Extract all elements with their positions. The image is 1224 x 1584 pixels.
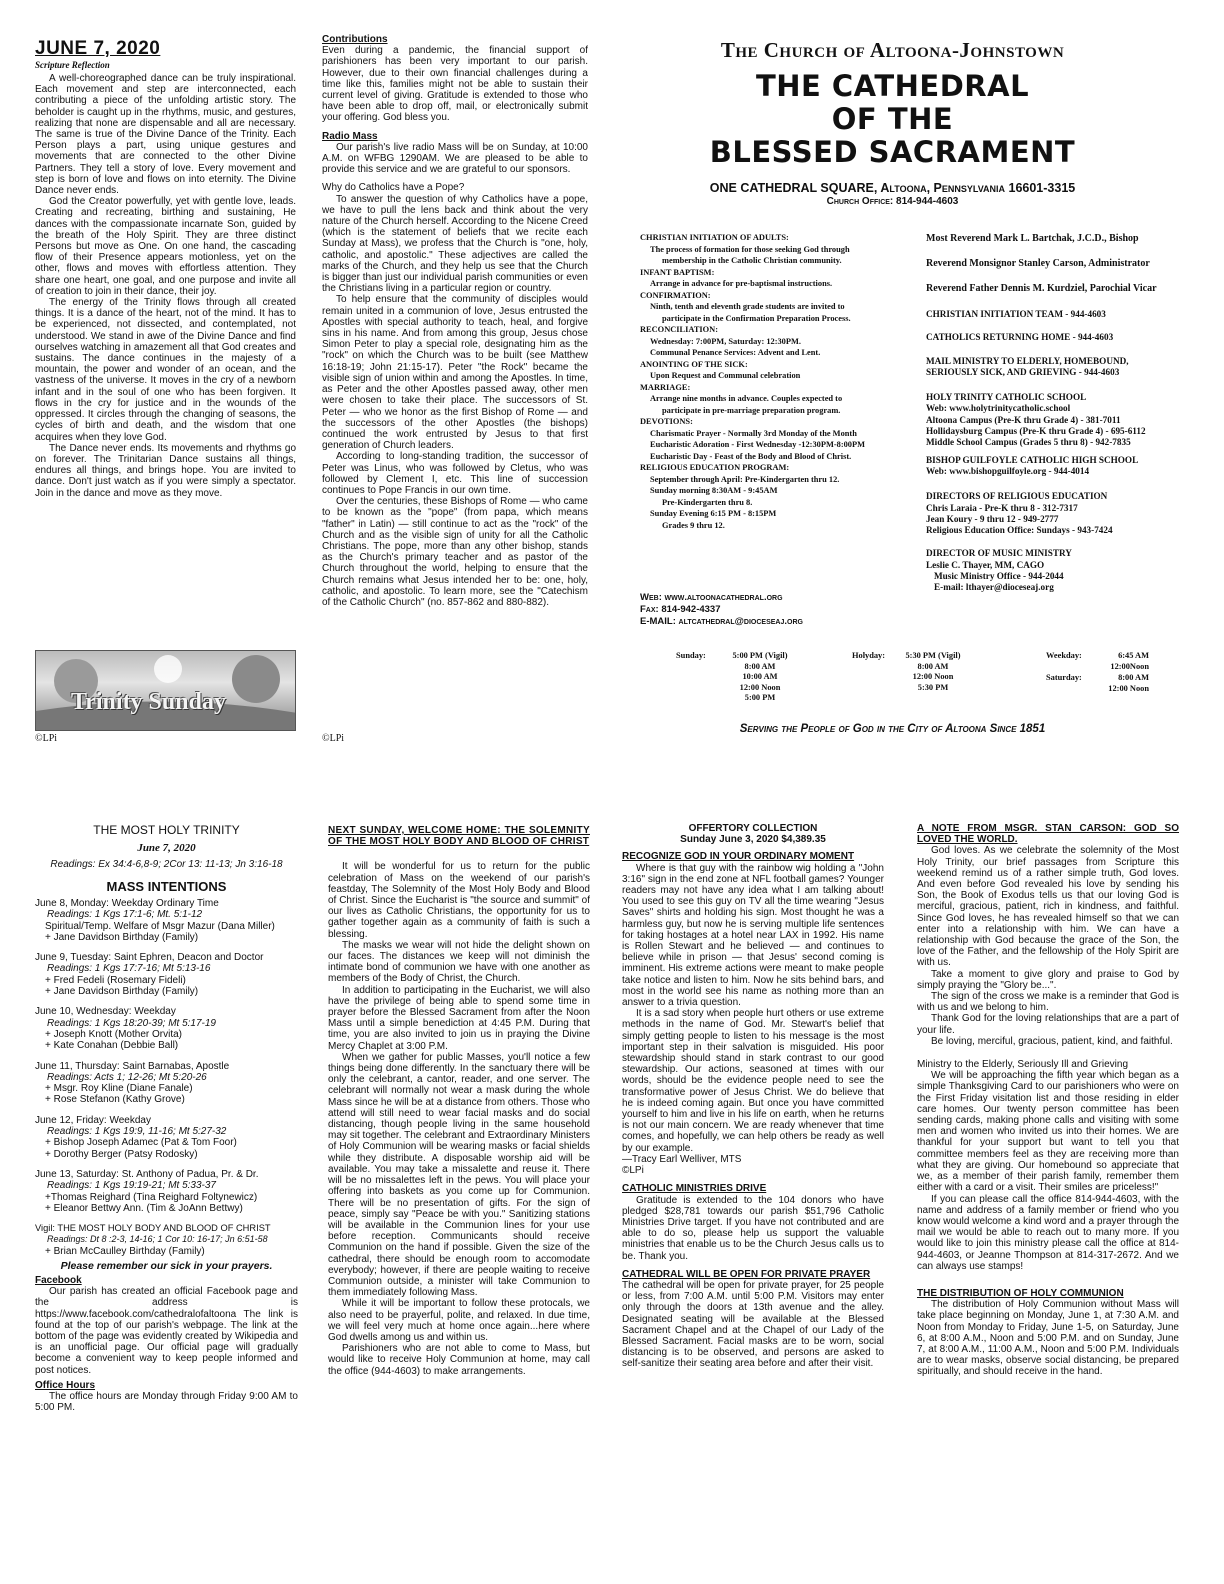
sacrament-detail: Pre-Kindergarten thru 8.: [662, 497, 753, 507]
staff-entry: Reverend Monsignor Stanley Carson, Administrator: [926, 258, 1150, 269]
welcome-home-column: [328, 825, 590, 1555]
staff-directory: [926, 232, 1176, 594]
staff-entry: Altoona Campus (Pre-K thru Grade 4) - 381-7011: [926, 414, 1121, 425]
office-hours-text: The office hours are Monday through Friday 9:00 AM to 5:00 PM.: [35, 1391, 298, 1414]
staff-entry: Religious Education Office: Sundays - 943-7424: [926, 525, 1113, 536]
welcome-paragraph: While it will be important to follow these protocals, we also need to be prayerful, polite, and relaxed. In due time, we will feel very much at home once again...here where God dwells among us and within us.: [328, 1298, 590, 1343]
welcome-paragraph: When we gather for public Masses, you'll notice a few things being done differently. In the sanctuary there will be only the celebrant, a cantor, reader, and one server. The celebrant will normally not wear a mask during the whole Mass since he will be at a distance from others. Those who attend will still need to wear facial masks and do social distancing, though people living in the same household may sit together. The celebrant and Extraordinary Ministers of Holy Communion will be wearing masks or facial shields while they distribute. A disposable worship aid will be available. You may take a missalette and reuse it. There will be no missalettes left in the pews. You will place your offering into baskets as you come up for Communion. There will be no presentation of gifts. For the sign of peace, simply say "Peace be with you." Sanitizing stations will be available in the Communion lines for your use before reception. Communicants should receive Communion on the hand if possible. Given the size of the cathedral, there should be enough room to accomodate everybody; however, if there are people waiting to receive Communion outside, a minister will take Communion to them immediately following Mass.: [328, 1051, 590, 1299]
intention-day-title: June 11, Thursday: Saint Barnabas, Apostle: [35, 1060, 230, 1072]
sacrament-heading: INFANT BAPTISM:: [640, 267, 715, 277]
mass-time: 5:00 PM (Vigil): [732, 651, 788, 660]
intention-entry: + Joseph Knott (Mother Orvita): [45, 1028, 183, 1040]
facebook-section: [35, 1275, 298, 1413]
intention-day-title: June 10, Wednesday: Weekday: [35, 1006, 176, 1018]
sacrament-detail: Eucharistic Adoration - First Wednesday -12:30PM-8:00PM: [650, 440, 866, 449]
msgr-note-heading: A NOTE FROM MSGR. STAN CARSON: GOD SO LOVED THE WORLD.: [917, 823, 1179, 846]
reflection-paragraph: A well-choreographed dance can be truly inspirational. Each movement and step are interconnected, each contributing a piece of the unfolding artistic story. The beholder is caught up in the rhythms, music, and gestures, realizing that none are dispensable and all are necessary. The same is true of the Divine Dance of the Trinity. Each Person plays a part, using unique gestures and movements that are connected to the other Divine Partners. They tell a story of love. Every movement and step is born of love and flows on into eternity. The Divine Dance never ends.: [35, 73, 296, 197]
contributions-heading: Contributions: [322, 34, 388, 45]
sacrament-detail: Arrange in advance for pre-baptismal instructions.: [650, 279, 833, 288]
reflection-label: Scripture Reflection: [35, 60, 110, 70]
distribution-text: The distribution of Holy Communion without Mass will take place beginning on Monday, June 1, at 7:30 A.M. and Noon from Monday to Friday, June 1-5, on Saturday, June 6, at 8:00 A.M., Noon and 5:00 P.M. and on Sunday, June 7, at 8:00 A.M., 11:00 A.M., Noon and 5:00 P.M. Individuals are to wear masks, observe social distancing, be prepared spiritually, and should receive in the hand.: [917, 1299, 1179, 1378]
mass-time: 5:00 PM: [744, 693, 776, 703]
staff-entry: SERIOUSLY SICK, AND GRIEVING - 944-4603: [926, 366, 1120, 377]
intention-readings: Readings: 1 Kgs 18:20-39; Mt 5:17-19: [47, 1017, 216, 1029]
sacrament-detail: Arrange nine months in advance. Couples expected to: [650, 394, 843, 403]
contact-info: [640, 592, 925, 628]
sacrament-heading: RECONCILIATION:: [640, 325, 719, 334]
church-office: Church Office: 814-944-4603: [826, 196, 959, 207]
feast-title: THE MOST HOLY TRINITY: [93, 823, 240, 837]
staff-entry: E-mail: lthayer@dioceseaj.org: [934, 582, 1054, 593]
intention-day: [35, 1006, 298, 1051]
staff-entry: DIRECTORS OF RELIGIOUS EDUCATION: [926, 491, 1108, 502]
masthead: [620, 38, 1165, 208]
mass-times: [676, 651, 1156, 711]
weekday-times: [1091, 651, 1149, 672]
intention-day-title: June 9, Tuesday: Saint Ephren, Deacon and Doctor: [35, 952, 264, 964]
intention-entry: +Thomas Reighard (Tina Reighard Foltynewicz): [45, 1191, 258, 1203]
vigil-intention: + Brian McCaulley Birthday (Family): [45, 1245, 205, 1257]
office-hours-heading: Office Hours: [35, 1379, 96, 1391]
ministry-heading: Ministry to the Elderly, Seriously Ill and Grieving: [917, 1059, 1129, 1071]
copyright: ©LPi: [622, 1165, 644, 1177]
sacrament-detail: The process of formation for those seeking God through: [650, 244, 850, 254]
address: ONE CATHEDRAL SQUARE, Altoona, Pennsylvania 16601-3315: [709, 181, 1076, 195]
sick-prayer-note: Please remember our sick in your prayers.: [60, 1260, 273, 1273]
note-paragraph: Thank God for the loving relationships that are a part of your life.: [917, 1013, 1179, 1036]
intention-entry: + Jane Davidson Birthday (Family): [45, 986, 199, 998]
sacrament-heading: CONFIRMATION:: [640, 290, 711, 300]
sacrament-detail: participate in the Confirmation Preparation Process.: [662, 313, 851, 323]
recognize-paragraph: It is a sad story when people hurt others or use extreme methods in the name of God. Mr. Stewart's belief that simply getting people to listen to his message is the most important step in their salvation is misguided. His poor stewardship should stand in stark contrast to our good stewardship. Our actions, seasoned at times with our words, should be the evidence people need to see the transformative power of Jesus Christ. We do believe that he is indeed coming again. But once you have committed yourself to him and live in his life on earth, when he returns is not our main concern. We are ready whenever that time comes, and hopefully, we can help others be ready as well by our example.: [622, 1008, 884, 1154]
welcome-paragraph: Parishioners who are not able to come to Mass, but would like to receive Holy Communion at home, may call the office (944-4603) to make arrangements.: [328, 1343, 590, 1377]
intentions-list: [35, 898, 298, 1214]
offertory-column: [622, 823, 884, 1558]
radio-mass-heading: Radio Mass: [322, 130, 378, 142]
intention-entry: + Rose Stefanon (Kathy Grove): [45, 1094, 185, 1106]
reflection-paragraph: The energy of the Trinity flows through all created things. It is a dance of the heart, not of the mind. It has to be experienced, not dissected, and contemplated, not understood. We stand in awe of the Divine Dance and find ourselves watching in amazement all that God creates and sustains. The dance continues in the majesty of a mountain, the power and wonder of an ocean, and the vastness of the universe. It moves in the cry of a newborn infant and in the soul of one who has been forgiven. It flows in the cry for justice and in the wounds of the oppressed. It circles through the changing of seasons, the cycles of birth and death, and the wisdom that one acquires when they love God.: [35, 297, 296, 443]
staff-entry: Most Reverend Mark L. Bartchak, J.C.D., Bishop: [926, 233, 1139, 244]
web-address[interactable]: Web: www.altoonacathedral.org: [640, 592, 783, 603]
reflection-paragraph: The Dance never ends. Its movements and rhythms go on forever. The Trinitarian Dance sustains all things, endures all things, and brings hope. You are invited to dance. Don't just watch as if you were simply a spectator. Join in the dance and move as they move.: [35, 442, 296, 499]
ministries-drive-heading: CATHOLIC MINISTRIES DRIVE: [622, 1183, 767, 1195]
staff-entry: Reverend Father Dennis M. Kurdziel, Parochial Vicar: [926, 283, 1157, 294]
distribution-heading: THE DISTRIBUTION OF HOLY COMMUNION: [917, 1287, 1124, 1299]
feast-readings: Readings: Ex 34:4-6,8-9; 2Cor 13: 11-13; Jn 3:16-18: [50, 859, 283, 870]
note-paragraph: Be loving, merciful, gracious, patient, kind, and faithful.: [931, 1035, 1173, 1047]
ministries-drive-text: Gratitude is extended to the 104 donors who have pledged $28,781 towards our parish $51,796 Catholic Ministries Drive target. If you have not contributed and are able to do so, please help us support the valuable ministries that enable us to be the Church Jesus calls us to be. Thank you.: [622, 1194, 884, 1262]
mass-time: 8:00 AM: [1118, 673, 1149, 682]
msgr-note-column: [917, 823, 1179, 1558]
saturday-times: [1091, 673, 1149, 694]
staff-entry: CHRISTIAN INITIATION TEAM - 944-4603: [926, 309, 1106, 319]
sacrament-detail: Sunday Evening 6:15 PM - 8:15PM: [650, 509, 777, 518]
mass-time: 5:30 PM: [917, 682, 949, 692]
bulletin-date: JUNE 7, 2020: [35, 38, 161, 59]
intention-readings: Readings: 1 Kgs 19:9, 11-16; Mt 5:27-32: [47, 1126, 227, 1138]
trinity-sunday-caption: Trinity Sunday: [71, 689, 226, 715]
staff-entry: HOLY TRINITY CATHOLIC SCHOOL: [926, 392, 1087, 403]
sacrament-detail: Grades 9 thru 12.: [662, 520, 725, 530]
private-prayer-heading: CATHEDRAL WILL BE OPEN FOR PRIVATE PRAYER: [622, 1268, 871, 1280]
ministry-paragraph: We will be approaching the fifth year which began as a simple Thanksgiving Card to our parishioners who were on the First Friday visitation list and those residing in elder care homes. Our twenty person committee has been sending cards, making phone calls and visiting with some men and women who invited us into their homes. We are thankful for your support but want to tell you that committee members feel as they are receiving more than what they are giving. Our homebound so appreciate that we, as a member of their parish family, remember them either with a card or a visit. Their smiles are priceless!": [917, 1070, 1179, 1194]
sacrament-heading: MARRIAGE:: [640, 382, 691, 392]
cathedral-name: BLESSED SACRAMENT: [709, 135, 1076, 169]
mass-intentions-heading: MASS INTENTIONS: [106, 879, 227, 894]
radio-mass-text: Our parish's live radio Mass will be on Sunday, at 10:00 A.M. on WFBG 1290AM. We are pleased to be able to provide this service and we are grateful to our sponsors.: [322, 141, 588, 176]
sacrament-detail: Sunday morning 8:30AM - 9:45AM: [650, 486, 778, 495]
intention-day-title: June 12, Friday: Weekday: [35, 1114, 151, 1126]
saturday-label: Saturday:: [1046, 673, 1082, 682]
fax-number: Fax: 814-942-4337: [640, 604, 721, 615]
private-prayer-text: The cathedral will be open for private prayer, for 25 people or less, from 7:00 A.M. until 5:00 P.M. Visitors may enter only through the doors at 13th avenue and the alley. Designated seating will be available at the Blessed Sacrament Chapel and at the Chapel of our Lady of the Blessed Sacrament. Facial masks are to be worn, social distancing is to be observed, and persons are asked to self-sanitize their seating area before and after their visit.: [622, 1279, 884, 1370]
intention-readings: Readings: 1 Kgs 17:1-6; Mt. 5:1-12: [47, 909, 203, 921]
sacrament-detail: membership in the Catholic Christian community.: [662, 256, 842, 265]
mass-time: 12:00 Noon: [739, 682, 781, 692]
intention-entry: + Eleanor Bettwy Ann. (Tim & JoAnn Bettwy): [45, 1202, 243, 1214]
sacrament-detail: participate in pre-marriage preparation program.: [662, 405, 841, 415]
welcome-paragraph: In addition to participating in the Eucharist, we will also have the privilege of being able to spend some time in prayer before the Blessed Sacrament from after the Noon Mass until a simple benediction at 4:45 P.M. During that time, you are also invited to join us in praying the Divine Mercy Chaplet at 3:00 P.M.: [328, 984, 590, 1052]
offertory-heading: OFFERTORY COLLECTION: [688, 823, 818, 834]
vigil-title: Vigil: THE MOST HOLY BODY AND BLOOD OF CHRIST: [35, 1223, 271, 1234]
sacrament-heading: ANOINTING OF THE SICK:: [640, 359, 748, 369]
welcome-paragraph: It will be wonderful for us to return for the public celebration of Mass on the weekend of our parish's feastday, The Solemnity of the Most Holy Body and Blood of Christ. Since the Eucharist is "the source and summit" of our lives as Catholic Christians, the opportunity for us to gather together again as a community of faith is such a blessing.: [328, 861, 590, 940]
mass-intentions-column: [35, 823, 298, 1553]
mass-time: 12:00 Noon: [912, 672, 954, 682]
mass-time: 12:00Noon: [1110, 661, 1149, 671]
copyright: ©LPi: [35, 733, 58, 744]
intention-entry: + Dorothy Berger (Patsy Rodosky): [45, 1148, 198, 1160]
facebook-heading: Facebook: [35, 1275, 82, 1287]
mass-time: 5:30 PM (Vigil): [905, 651, 961, 660]
pope-paragraph: According to long-standing tradition, the successor of Peter was Linus, who was followed by Cletus, who was followed by Clement I, etc. This line of succession continues to Pope Francis in our own time.: [322, 451, 588, 496]
pope-paragraph: Over the centuries, these Bishops of Rome — who came to be known as the "pope" (from papa, which means "father" in Latin) — still continue to act as the "rock" of the Church and as the visible sign of unity for all the Catholic Christians. The pope, more than any other bishop, stands as the Church's primary teacher and as pastor of the Church throughout the world, helping to ensure that the Church remains what Jesus intended her to be: one, holy, catholic, and apostolic. To learn more, see the "Catechism of the Catholic Church" (no. 857-862 and 880-882).: [322, 496, 588, 608]
mass-time: 8:00 AM: [744, 661, 776, 671]
mass-time: 8:00 AM: [917, 661, 949, 671]
staff-entry: Hollidaysburg Campus (Pre-K thru Grade 4) - 695-6112: [926, 426, 1146, 437]
note-paragraph: The sign of the cross we make is a reminder that God is with us and we belong to him.: [917, 991, 1179, 1014]
staff-entry: Chris Laraia - Pre-K thru 8 - 312-7317: [926, 502, 1078, 513]
article-author: —Tracy Earl Welliver, MTS: [622, 1153, 742, 1165]
intention-entry: + Kate Conahan (Debbie Ball): [45, 1040, 179, 1052]
intention-entry: + Msgr. Roy Kline (Diane Fanale): [45, 1083, 193, 1095]
intention-entry: + Fred Fedeli (Rosemary Fideli): [45, 974, 186, 986]
staff-entry: BISHOP GUILFOYLE CATHOLIC HIGH SCHOOL: [926, 454, 1139, 465]
sacrament-detail: September through April: Pre-Kindergarten thru 12.: [650, 474, 840, 484]
mass-time: 10:00 AM: [742, 672, 778, 682]
feast-date: June 7, 2020: [137, 842, 196, 854]
sacrament-heading: DEVOTIONS:: [640, 417, 693, 426]
reflection-column: [35, 38, 296, 638]
copyright: ©LPi: [322, 733, 345, 744]
intention-day: [35, 1169, 298, 1214]
sacrament-detail: Charismatic Prayer - Normally 3rd Monday of the Month: [650, 428, 857, 438]
intention-readings: Readings: Acts 1; 12-26; Mt 5:20-26: [47, 1071, 207, 1083]
note-paragraph: God loves. As we celebrate the solemnity of the Most Holy Trinity, our brief passages from Scripture this weekend remind us of a rather simple truth, God loves. And even before God revealed his love by sending his Son, the Book of Exodus tells us that our loving God is merciful, gracious, patient, rich in kindness, and faithful. Since God loves, he has revealed himself so that we can enter into a relationship with him. We can have a relationship with God because the grace of the Son, the love of the Father, and the fellowship of the Holy Spirit are with us.: [917, 845, 1179, 969]
intention-readings: Readings: 1 Kgs 19:19-21; Mt 5:33-37: [47, 1180, 216, 1192]
welcome-home-heading: NEXT SUNDAY, WELCOME HOME: THE SOLEMNITY OF THE MOST HOLY BODY AND BLOOD OF CHRIST: [328, 825, 590, 848]
holyday-times: [888, 651, 978, 693]
intention-day: [35, 1115, 298, 1160]
staff-entry: DIRECTOR OF MUSIC MINISTRY: [926, 548, 1072, 559]
sacrament-heading: CHRISTIAN INITIATION OF ADULTS:: [640, 233, 789, 242]
facebook-text: Our parish has created an official Facebook page and the address is https://www.facebook.com/cathedralofaltoona The link is found at the top of our parish's webpage. The link at the bottom of the page was evidently created by Wikipedia and is an unofficial page. Our official page will gradually become a convenient way to keep people informed and post notices.: [35, 1286, 298, 1376]
sacrament-detail: Upon Request and Communal celebration: [650, 371, 801, 380]
diocese-name: The Church of Altoona-Johnstown: [720, 38, 1065, 62]
contributions-text: Even during a pandemic, the financial support of parishioners has been very important to our parish. However, due to their own financial challenges during a time like this, families might not be able to sustain their current level of giving. Gratitude is extended to those who have been able to drop off, mail, or electronically submit your offering. God bless you.: [322, 45, 588, 124]
staff-entry: Music Ministry Office - 944-2044: [934, 571, 1064, 582]
welcome-paragraph: The masks we wear will not hide the delight shown on our faces. The distances we keep will not diminish the intimate bond of communion we have with one another as members of the Body of Christ, the Church.: [328, 939, 590, 985]
staff-entry: Jean Koury - 9 thru 12 - 949-2777: [926, 513, 1059, 524]
weekday-label: Weekday:: [1046, 651, 1082, 660]
ministry-paragraph: If you can please call the office 814-944-4603, with the name and address of a family member or friend who you know would welcome a kind word and a prayer through the mail we would be able to reach out to many more. If you would like to join this ministry please call the office at 814-944-4603, or Jeanne Thompson at 814-317-2672. And we can always use stamps!: [917, 1193, 1179, 1272]
staff-entry: Leslie C. Thayer, MM, CAGO: [926, 559, 1045, 570]
sunday-label: Sunday:: [676, 651, 706, 660]
trinity-sunday-image: [35, 650, 296, 731]
intention-day: [35, 898, 298, 943]
recognize-god-heading: RECOGNIZE GOD IN YOUR ORDINARY MOMENT: [622, 851, 855, 863]
mass-time: 6:45 AM: [1118, 651, 1149, 660]
intention-day-title: June 13, Saturday: St. Anthony of Padua, Pr. & Dr.: [35, 1168, 259, 1180]
intention-entry: + Jane Davidson Birthday (Family): [45, 931, 199, 943]
intention-entry: Spiritual/Temp. Welfare of Msgr Mazur (Dana Miller): [45, 920, 275, 932]
recognize-paragraph: Where is that guy with the rainbow wig holding a "John 3:16" sign in the end zone at NFL football games? Younger readers may not have any idea what I am talking about! You used to see this guy on TV all the time wearing "Jesus Saves" shirts and holding his sign. Most thought he was a harmless guy, but now he is serving multiple life sentences for taking hostages at a hotel near LAX in 1992. His name is Rollen Stewart and he believed — and continues to believe while in prison — that Jesus' second coming is imminent. His extreme actions were meant to make people take notice and listen to him. Now he sits behind bars, and most in the world see his name as nothing more than an answer to a trivia question.: [622, 862, 884, 1009]
intention-readings: Readings: 1 Kgs 17:7-16; Mt 5:13-16: [47, 963, 211, 975]
intention-day: [35, 952, 298, 997]
staff-entry: Middle School Campus (Grades 5 thru 8) - 942-7835: [926, 437, 1131, 448]
mass-time: 12:00 Noon: [1108, 683, 1149, 693]
intention-day-title: June 8, Monday: Weekday Ordinary Time: [35, 898, 219, 909]
vigil-readings: Readings: Dt 8 :2-3, 14-16; 1 Cor 10: 16-17; Jn 6:51-58: [47, 1234, 268, 1245]
staff-entry: CATHOLICS RETURNING HOME - 944-4603: [926, 332, 1114, 343]
staff-entry: Web: www.holytrinitycatholic.school: [926, 403, 1071, 414]
holyday-label: Holyday:: [852, 651, 886, 660]
contributions-column: [322, 34, 588, 734]
cathedral-name: OF THE: [831, 102, 954, 136]
email-address[interactable]: E-MAIL: altcathedral@dioceseaj.org: [640, 616, 803, 627]
sunday-times: [720, 651, 800, 704]
pope-paragraph: To answer the question of why Catholics have a pope, we have to pull the lens back and think about the very nature of the Church herself. According to the Nicene Creed (which is the statement of beliefs that we recite each Sunday at Mass), we profess that the Church is "one, holy, catholic, and apostolic." These adjectives are called the marks of the Church, and they help us see that the Church is bigger than just our individual parish communities or even the Christians living in a particular region or country.: [322, 193, 588, 295]
offertory-amount: Sunday June 3, 2020 $4,389.35: [680, 834, 826, 846]
staff-entry: Web: www.bishopguilfoyle.org - 944-4014: [926, 465, 1090, 476]
staff-entry: MAIL MINISTRY TO ELDERLY, HOMEBOUND,: [926, 355, 1129, 366]
sacrament-detail: Ninth, tenth and eleventh grade students are invited to: [650, 302, 845, 311]
note-paragraph: Take a moment to give glory and praise to God by simply praying the "Glory be...".: [917, 968, 1179, 991]
reflection-paragraph: God the Creator powerfully, yet with gentle love, leads. Creating and recreating, birthing and sustaining, He dances with the compassionate incarnate Son, guided by the breath of the Holy Spirit. They are three distinct Persons but move as One. On one hand, the cascading flow of their Presence appears motionless, yet on the other, flows and moves with effortless attention. They share one heart, one goal, and one purpose and invite all of creation to join in their dance, their joy.: [35, 196, 296, 297]
pope-paragraph: To help ensure that the community of disciples would remain united in a communion of love, Jesus entrusted the Apostles with special authority to teach, heal, and forgive sins in his name. And from among this group, Jesus chose Simon Peter to play a special role, designating him as the "rock" on which the Church was to be built (see Matthew 16:18-19; John 21:15-17). Peter "the Rock" became the visible sign of union within and among the Apostles. In time, as Peter and the other Apostles passed away, other men were chosen to take their place. The successors of St. Peter — who we honor as the first Bishop of Rome — and the successors of the other Apostles (the bishops) continued the work entrusted by Jesus to that first generation of Church leaders.: [322, 294, 588, 452]
sacrament-detail: Communal Penance Services: Advent and Lent.: [650, 348, 821, 357]
pope-question: Why do Catholics have a Pope?: [322, 182, 465, 194]
sacrament-detail: Wednesday: 7:00PM, Saturday: 12:30PM.: [650, 336, 801, 346]
tagline: Serving the People of God in the City of Altoona Since 1851: [739, 723, 1046, 735]
sacrament-heading: RELIGIOUS EDUCATION PROGRAM:: [640, 463, 790, 472]
intention-entry: + Bishop Joseph Adamec (Pat & Tom Foor): [45, 1137, 237, 1149]
cathedral-name: THE CATHEDRAL: [755, 69, 1030, 103]
intention-day: [35, 1061, 298, 1106]
sacraments-list: [640, 232, 925, 531]
sacrament-detail: Eucharistic Day - Feast of the Body and Blood of Christ.: [650, 451, 852, 461]
